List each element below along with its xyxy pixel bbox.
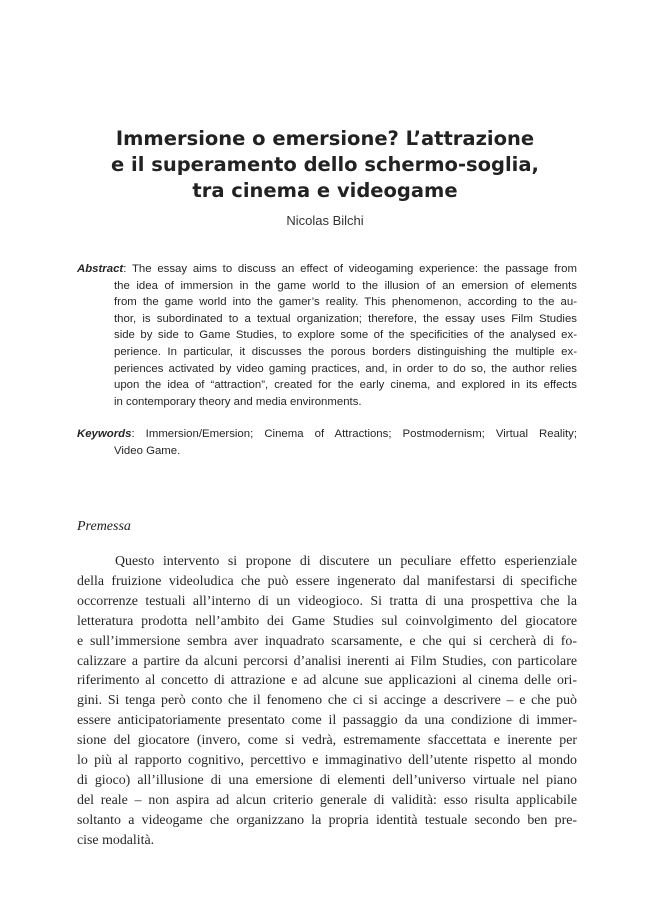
abstract-line: periences activated by video gaming practices, and, in order to do so, the author relies xyxy=(114,362,577,375)
body-line: essere anticipatoriamente presentato come il passaggio da una condizione di immer- xyxy=(77,713,577,729)
abstract-line xyxy=(77,261,577,278)
article-title xyxy=(60,126,590,204)
abstract-line: thor, is subordinated to a textual organization; therefore, the essay uses Film Studies xyxy=(114,312,577,325)
abstract-line: upon the idea of “attraction”, created for the early cinema, and explored in its effects xyxy=(114,379,577,392)
keywords-line: Video Game. xyxy=(114,444,181,457)
body-line: sione del giocatore (invero, come si vedrà, estremamente sfaccettata e inerente per xyxy=(77,733,577,749)
section-heading: Premessa xyxy=(77,519,131,534)
body-line: soltanto a videogame che organizzano la propria identità testuale secondo ben pre- xyxy=(77,812,577,828)
body-line: cise modalità. xyxy=(77,832,155,848)
body-line: calizzare a partire da alcuni percorsi d’analisi inerenti ai Film Studies, con particolare xyxy=(77,653,577,669)
body-line: lo più al rapporto cognitivo, percettivo e immaginativo dell’utente rispetto al mondo xyxy=(77,753,577,769)
body-line: e sull’immersione sembra aver inquadrato scarsamente, e che qui si cercherà di fo- xyxy=(77,633,577,649)
body-line: occorrenze testuali all’interno di un videogioco. Si tratta di una prospettiva che la xyxy=(77,593,577,609)
abstract-label: Abstract xyxy=(77,263,124,275)
body-line: riferimento al concetto di attrazione e ad alcune sue applicazioni al cinema delle ori- xyxy=(77,673,577,689)
body-line: di gioco) all’illusione di una emersione di elementi dell’universo virtuale nel piano xyxy=(77,772,577,788)
abstract-line: the idea of immersion in the game world to the illusion of an emersion of elements xyxy=(114,279,577,292)
body-line: Questo intervento si propone di discutere un peculiare effetto esperienziale xyxy=(115,554,577,569)
keywords-block xyxy=(77,426,577,459)
body-line: della fruizione videoludica che può essere ingenerato dal manifestarsi di specifiche xyxy=(77,573,577,589)
body-paragraph xyxy=(77,552,577,851)
body-line: del reale – non aspira ad alcun criterio generale di validità: esso risulta applicabile xyxy=(77,792,577,808)
keywords-line-text: : Immersion/Emersion; Cinema of Attractions; Postmodernism; Virtual Reality; xyxy=(131,428,577,440)
keywords-line xyxy=(77,426,577,443)
abstract-line-text: : The essay aims to discuss an effect of videogaming experience: the passage from xyxy=(123,263,577,275)
keywords-label: Keywords xyxy=(77,428,132,440)
abstract-block xyxy=(77,261,577,410)
abstract-line: in contemporary theory and media environments. xyxy=(114,395,362,408)
author-name: Nicolas Bilchi xyxy=(286,213,364,228)
title-line: tra cinema e videogame xyxy=(192,179,458,202)
abstract-line: from the game world into the gamer’s reality. This phenomenon, according to the au- xyxy=(114,296,577,309)
title-line: e il superamento dello schermo-soglia, xyxy=(111,153,539,176)
body-line: gini. Si tenga però conto che il fenomeno che ci si accinge a descrivere – e che può xyxy=(77,693,577,709)
title-line: Immersione o emersione? L’attrazione xyxy=(115,127,535,150)
abstract-line: perience. In particular, it discusses the porous borders distinguishing the multiple ex- xyxy=(114,345,577,358)
body-line: letteratura prodotta nell’ambito dei Game Studies sul coinvolgimento del giocatore xyxy=(77,613,577,629)
abstract-line: side by side to Game Studies, to explore some of the specificities of the analysed ex- xyxy=(114,329,577,342)
